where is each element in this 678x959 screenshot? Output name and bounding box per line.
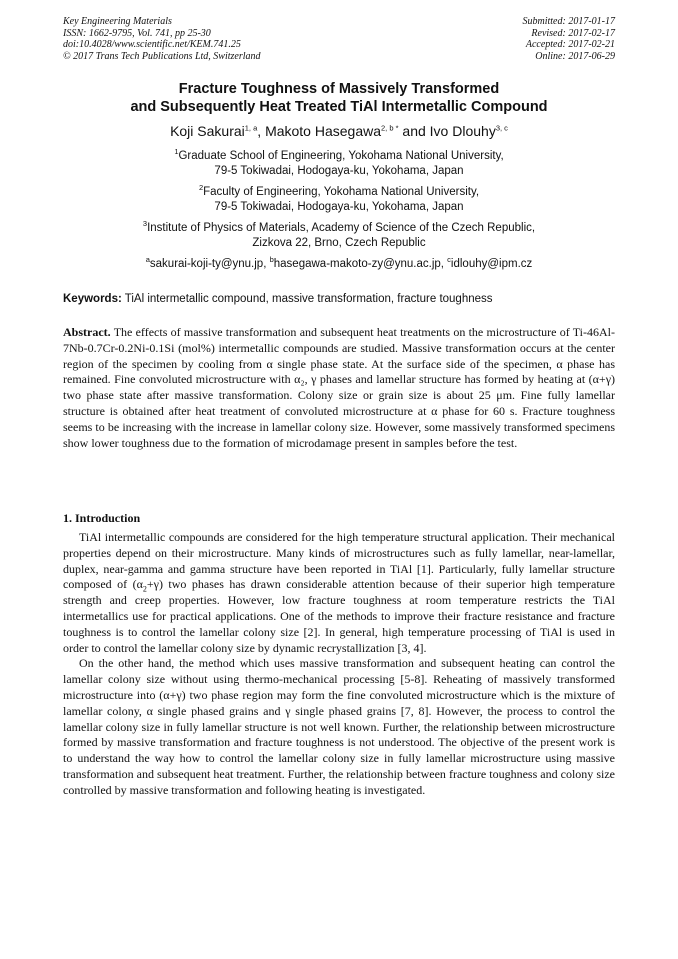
copyright: © 2017 Trans Tech Publications Ltd, Switzerland: [63, 50, 261, 62]
journal-header-left: [63, 16, 261, 62]
author-separator: and: [398, 123, 430, 139]
doi: doi:10.4028/www.scientific.net/KEM.741.25: [63, 39, 241, 50]
email-marker: b: [269, 255, 274, 265]
email-marker: c: [447, 255, 451, 265]
journal-name: Key Engineering Materials: [63, 16, 172, 27]
affiliation-line: Graduate School of Engineering, Yokohama National University,: [178, 150, 504, 162]
abstract: [63, 325, 615, 451]
keywords: [63, 292, 615, 307]
email-address: sakurai-koji-ty@ynu.jp,: [149, 258, 270, 270]
affiliation-number: 2: [198, 183, 204, 193]
author-separator: ,: [257, 123, 266, 139]
affiliation-number: 1: [174, 147, 179, 157]
affiliation-line: 79-5 Tokiwadai, Hodogaya-ku, Yokohama, Japan: [214, 165, 464, 177]
section-heading-introduction: 1. Introduction: [63, 511, 141, 525]
paragraph-text: TiAl intermetallic compounds are considered for the high temperature structural application. Their mechanical properties depend on their microstructure. Many kinds of microstructures such as fully lamellar, near-lamellar, duplex, near-gamma and gamma structure have been reported in TiAl [1]. Particularly, fully lamellar structure composed of (α: [63, 530, 615, 592]
author-list: [0, 122, 678, 140]
title-line-1: Fracture Toughness of Massively Transformed: [178, 81, 500, 97]
affiliation-3: [0, 221, 678, 251]
abstract-text: The effects of massive transformation and subsequent heat treatments on the microstructure of Ti-46Al-7Nb-0.7Cr-0.2Ni-0.1Si (mol%) intermetallic compounds are studied. Massive transformation occurs at the center region of the specimen by cooling from α single phase state. At the surface side of the specimen, α phase has remained. Fine convoluted microstructure with α₂, γ phases and lamellar structure has formed by heating at (α+γ) two phase state after massive transformation. Colony size or grain size is about 25 μm. Fine fully lamellar structure is obtained after heat treatment of convoluted microstructure at α phase for 60 s. Fracture toughness seems to be increasing with the increase in lamellar colony size. However, some massively transformed specimens show lower toughness due to the formation of microdamage present in samples before the test.: [63, 325, 615, 450]
affiliation-number: 3: [142, 219, 148, 229]
abstract-label: Abstract.: [63, 325, 111, 339]
title-line-2: and Subsequently Heat Treated TiAl Intermetallic Compound: [130, 99, 548, 115]
affiliation-2: [0, 185, 678, 215]
journal-header-right: [523, 16, 616, 62]
author-name: Ivo Dlouhy: [429, 123, 496, 139]
affiliation-line: 79-5 Tokiwadai, Hodogaya-ku, Yokohama, Japan: [214, 201, 464, 213]
paragraph-1: [63, 530, 615, 656]
introduction-body: [63, 530, 615, 799]
author-superscript: 3, c: [495, 123, 508, 133]
affiliation-line: Zizkova 22, Brno, Czech Republic: [252, 237, 426, 249]
subscript: 2: [142, 584, 147, 594]
accepted-date: Accepted: 2017-02-21: [525, 39, 615, 50]
affiliation-line: Institute of Physics of Materials, Academy of Science of the Czech Republic,: [147, 222, 536, 234]
paragraph-2: On the other hand, the method which uses massive transformation and subsequent heating can control the lamellar colony size without using thermo-mechanical processing [5-8]. Reheating of massively transformed microstructure into (α+γ) two phase region may form the fine convoluted microstructure which is the mixture of lamellar colony, α single phased grains and γ single phased grains [7, 8]. However, the process to control the lamellar colony size in fully lamellar structure is not well known. Further, the relationship between microstructure formed by massive transformation and fracture toughness is not understood. The objective of the present work is to understand the way how to control the lamellar colony size in fully lamellar microstructure using massive transformation and subsequent heat treatment. Further, the relationship between fracture toughness and colony size controlled by massive transformation and following heating is investigated.: [63, 656, 615, 797]
affiliation-1: [0, 149, 678, 179]
email-address: hasegawa-makoto-zy@ynu.ac.jp,: [273, 258, 448, 270]
paper-title: [0, 80, 678, 116]
author-emails: [0, 257, 678, 272]
keywords-label: Keywords:: [63, 293, 122, 305]
issn: ISSN: 1662-9795, Vol. 741, pp 25-30: [63, 27, 211, 39]
keywords-text: TiAl intermetallic compound, massive transformation, fracture toughness: [121, 293, 493, 305]
paragraph-text: +γ) two phases has drawn considerable attention because of their superior high temperature strength and creep properties. However, low fracture toughness at room temperature restricts the TiAl intermetallics use for practical applications. One of the methods to improve their fracture resistance and fracture toughness is to control the lamellar colony size [2]. In general, high temperature processing of TiAl is used in order to control the lamellar colony size by dynamic recrystallization [3, 4].: [63, 577, 616, 655]
author-superscript: 1, a: [244, 123, 258, 133]
email-address: idlouhy@ipm.cz: [450, 258, 533, 270]
email-marker: a: [145, 255, 150, 265]
submitted-date: Submitted: 2017-01-17: [522, 16, 615, 27]
revised-date: Revised: 2017-02-17: [531, 27, 615, 39]
affiliation-line: Faculty of Engineering, Yokohama National University,: [203, 186, 480, 198]
online-date: Online: 2017-06-29: [535, 50, 615, 62]
author-name: Koji Sakurai: [170, 123, 245, 139]
author-name: Makoto Hasegawa: [265, 123, 382, 139]
author-superscript: 2, b *: [381, 123, 399, 133]
